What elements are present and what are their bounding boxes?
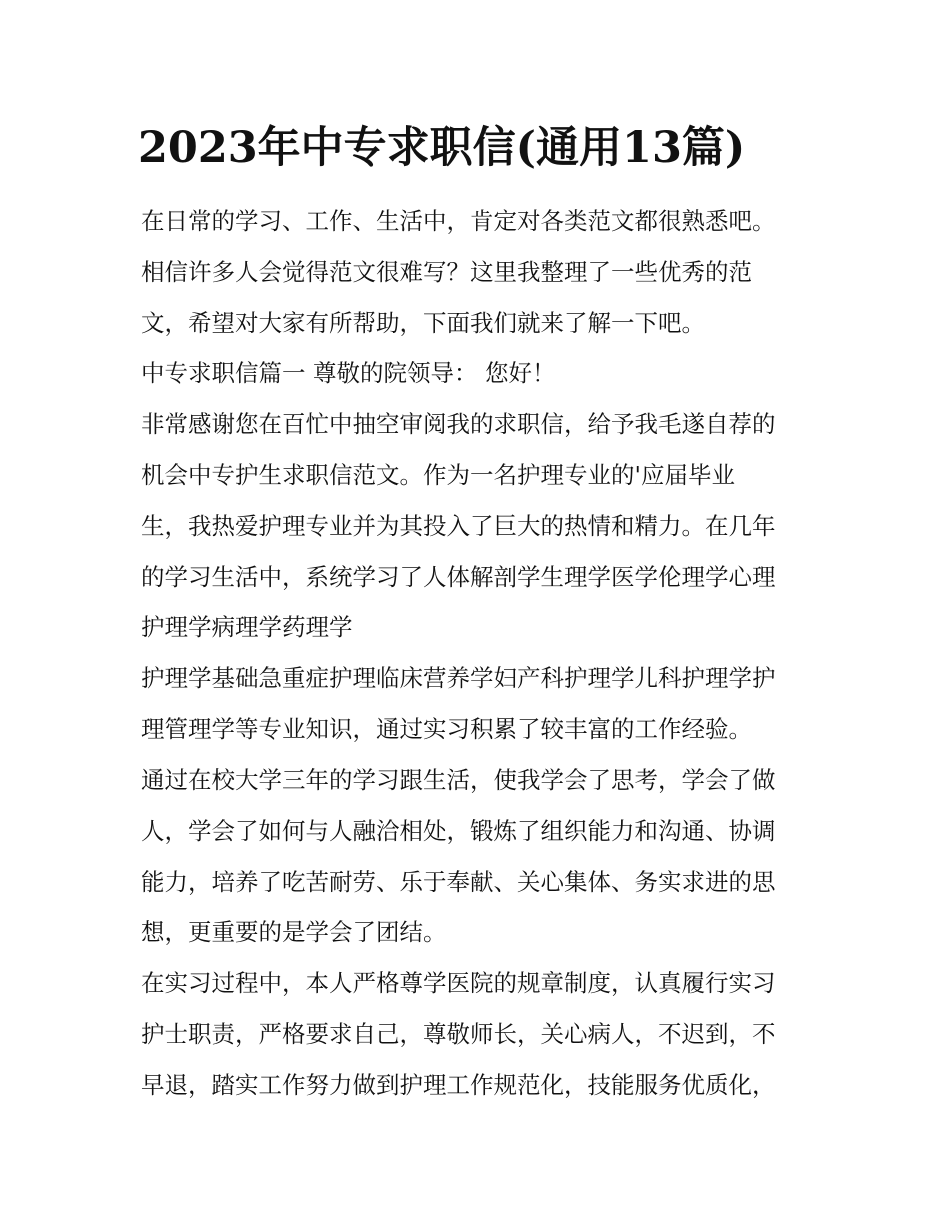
paragraph-line: 的学习生活中，系统学习了人体解剖学生理学医学伦理学心理: [141, 563, 776, 591]
paragraph-line: 通过在校大学三年的学习跟生活，使我学会了思考，学会了做: [141, 766, 776, 794]
paragraph-line: 护理学病理学药理学: [141, 613, 353, 641]
paragraph-line: 生，我热爱护理专业并为其投入了巨大的热情和精力。在几年: [141, 512, 776, 540]
paragraph-line: 想，更重要的是学会了团结。: [141, 918, 447, 946]
paragraph-line: 中专求职信篇一 尊敬的院领导： 您好！: [141, 359, 556, 387]
paragraph-line: 机会中专护生求职信范文。作为一名护理专业的'应届毕业: [141, 461, 735, 489]
paragraph-line: 在日常的学习、工作、生活中，肯定对各类范文都很熟悉吧。: [141, 207, 776, 235]
paragraph-line: 在实习过程中，本人严格尊学医院的规章制度，认真履行实习: [141, 969, 776, 997]
paragraph-line: 相信许多人会觉得范文很难写？这里我整理了一些优秀的范: [141, 258, 752, 286]
paragraph-line: 理管理学等专业知识，通过实习积累了较丰富的工作经验。: [141, 715, 752, 743]
paragraph-line: 护理学基础急重症护理临床营养学妇产科护理学儿科护理学护: [141, 664, 776, 692]
paragraph-line: 能力，培养了吃苦耐劳、乐于奉献、关心集体、务实求进的思: [141, 868, 776, 896]
paragraph-line: 人，学会了如何与人融洽相处，锻炼了组织能力和沟通、协调: [141, 817, 776, 845]
paragraph-line: 非常感谢您在百忙中抽空审阅我的求职信，给予我毛遂自荐的: [141, 410, 776, 438]
paragraph-line: 早退，踏实工作努力做到护理工作规范化，技能服务优质化，: [141, 1071, 776, 1099]
document-title: 2023年中专求职信(通用13篇): [138, 123, 746, 173]
paragraph-line: 文，希望对大家有所帮助，下面我们就来了解一下吧。: [141, 309, 705, 337]
paragraph-line: 护士职责，严格要求自己，尊敬师长，关心病人，不迟到，不: [141, 1020, 776, 1048]
